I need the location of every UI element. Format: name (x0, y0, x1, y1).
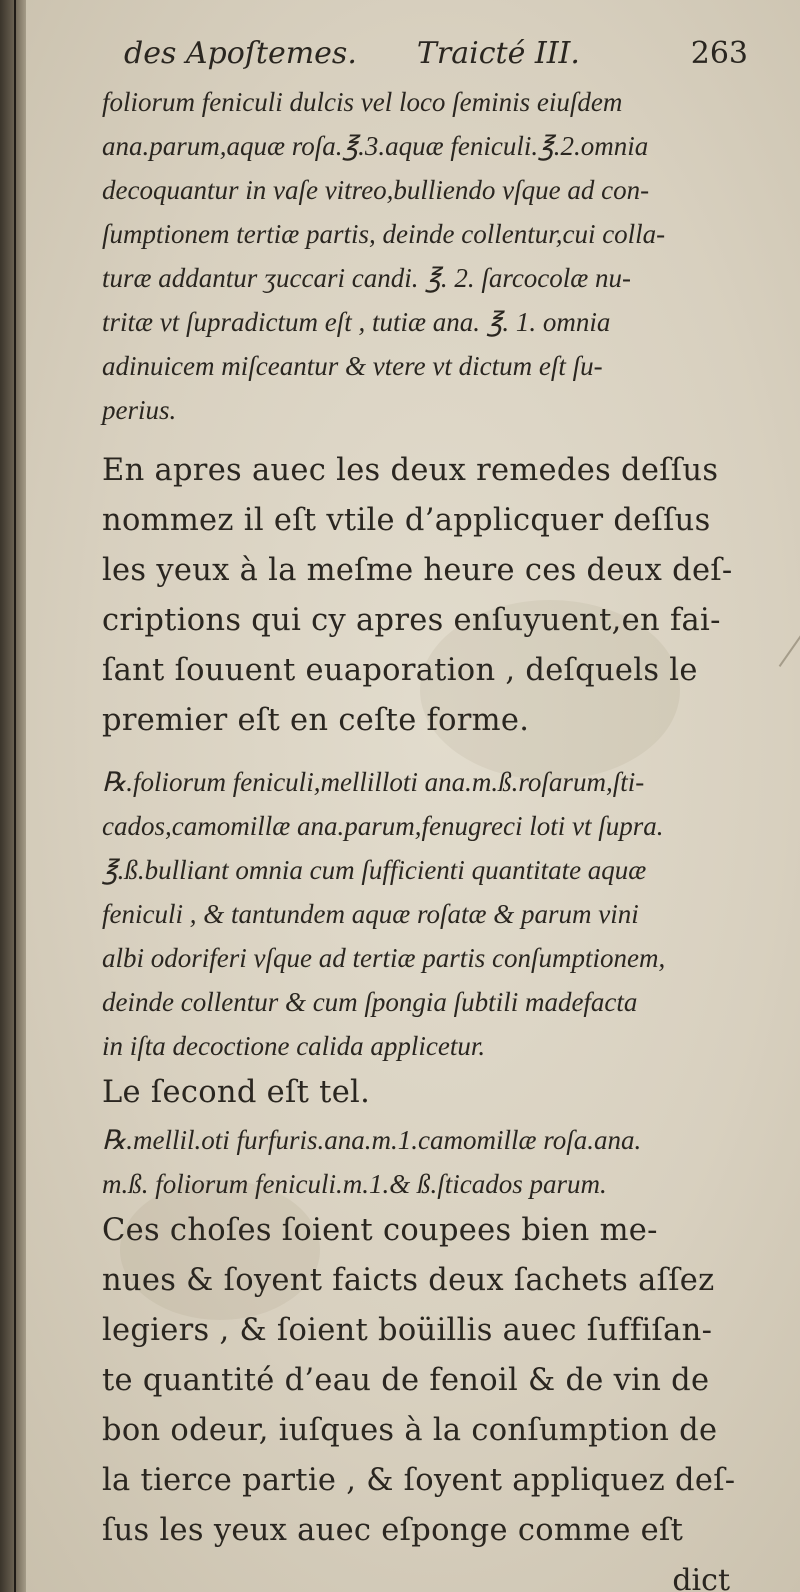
text-line: Ces choſes ſoient coupees bien me- (102, 1213, 658, 1248)
catchword: dict (672, 1563, 730, 1592)
page-text (58, 36, 748, 1592)
book-spine-shadow (0, 0, 26, 1592)
french-paragraph-3 (58, 1206, 748, 1556)
text-line: ℥.ß.bulliant omnia cum ſufficienti quantitate aquæ (102, 855, 647, 885)
text-line: foliorum feniculi dulcis vel loco ſeminis eiuſdem (102, 87, 623, 117)
text-line: nommez il eſt vtile d’applicquer deſſus (102, 503, 711, 538)
text-line: ſumptionem tertiæ partis, deinde collentur,cui colla- (102, 219, 666, 249)
french-paragraph-2 (58, 1068, 748, 1118)
text-line: m.ß. foliorum feniculi.m.1.& ß.ſticados parum. (102, 1169, 607, 1199)
text-line: ℞.mellil.oti furfuris.ana.m.1.camomillæ roſa.ana. (102, 1125, 642, 1155)
text-line: criptions qui cy apres enſuyuent,en fai- (102, 603, 721, 638)
text-line: tritæ vt ſupradictum eſt , tutiæ ana. ℥. 1. omnia (102, 307, 611, 337)
latin-recipe-1 (58, 80, 748, 432)
text-line: in iſta decoctione calida applicetur. (102, 1031, 486, 1061)
text-line: ſant ſouuent euaporation , deſquels le (102, 653, 698, 688)
text-line: ℞.foliorum feniculi,mellilloti ana.m.ß.roſarum,ſti- (102, 767, 645, 797)
text-line: ana.parum,aquæ roſa.℥.3.aquæ feniculi.℥.2.omnia (102, 131, 649, 161)
running-header (58, 36, 748, 80)
text-line: perius. (102, 395, 177, 425)
text-line: legiers , & ſoient boüillis auec ſuffiſan- (102, 1313, 713, 1348)
text-line: Le ſecond eſt tel. (102, 1075, 371, 1110)
gutter-line (14, 0, 16, 1592)
text-line: ſus les yeux auec eſponge comme eſt (102, 1513, 684, 1548)
text-line: albi odoriferi vſque ad tertiæ partis conſumptionem, (102, 943, 666, 973)
text-line: cados,camomillæ ana.parum,fenugreci loti vt ſupra. (102, 811, 664, 841)
latin-recipe-3 (58, 1118, 748, 1206)
text-line: premier eſt en ceſte forme. (102, 703, 530, 738)
text-line: la tierce partie , & ſoyent appliquez deſ- (102, 1463, 736, 1498)
text-line: deinde collentur & cum ſpongia ſubtili madefacta (102, 987, 638, 1017)
treatise-number: Traicté III. (416, 36, 580, 71)
text-line: te quantité d’eau de fenoil & de vin de (102, 1363, 710, 1398)
text-line: les yeux à la meſme heure ces deux deſ- (102, 553, 733, 588)
text-line: decoquantur in vaſe vitreo,bulliendo vſque ad con- (102, 175, 650, 205)
margin-mark (779, 633, 800, 667)
text-line: adinuicem miſceantur & vtere vt dictum eſt ſu- (102, 351, 603, 381)
text-line: En apres auec les deux remedes deſſus (102, 453, 719, 488)
running-title: des Apoſtemes. (124, 36, 357, 71)
page-number: 263 (690, 36, 748, 71)
text-line: bon odeur, iuſques à la conſumption de (102, 1413, 718, 1448)
text-line: feniculi , & tantundem aquæ roſatæ & parum vini (102, 899, 639, 929)
latin-recipe-2 (58, 760, 748, 1068)
french-paragraph-1 (58, 446, 748, 746)
text-line: nues & ſoyent faicts deux ſachets aſſez (102, 1263, 715, 1298)
text-line: turæ addantur ʒuccari candi. ℥. 2. ſarcocolæ nu- (102, 263, 632, 293)
